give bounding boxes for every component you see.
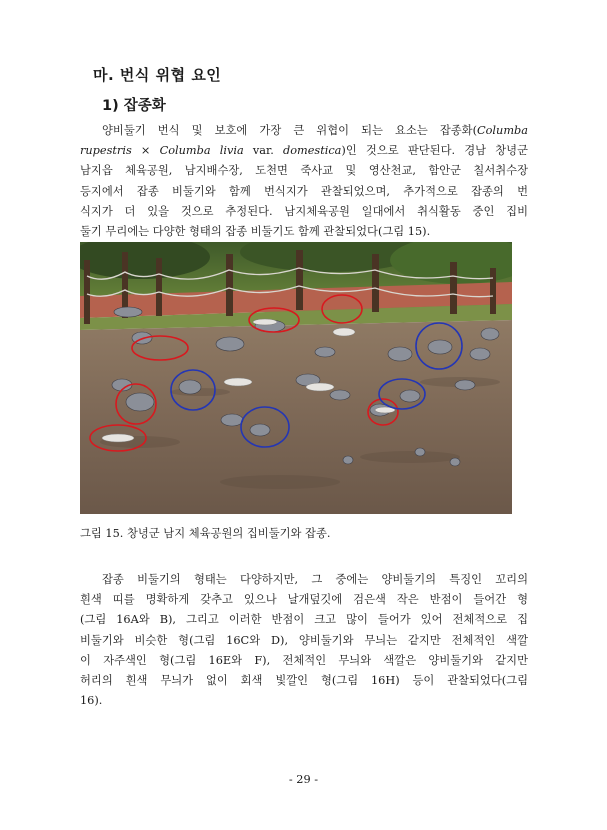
page-number: - 29 - — [288, 773, 319, 786]
paragraph-line: 식지가 더 있을 것으로 추정된다. 남지체육공원 일대에서 취식활동 중인 집비 — [80, 204, 528, 218]
paragraph-hybrid-morphology — [80, 570, 528, 711]
paragraph-line: 허리의 흰색 무늬가 없이 회색 빛깔인 형(그림 16H) 등이 관찰되었다(그림 — [80, 674, 528, 688]
figure-caption: 그림 15. 창녕군 남지 체육공원의 집비둘기와 잡종. — [80, 527, 331, 540]
section-title: 마. 번식 위협 요인 — [93, 66, 222, 84]
paragraph-hybridization — [80, 121, 528, 242]
paragraph-line: (그림 16A와 B), 그리고 이러한 반점이 크고 많이 들어가 있어 전체적으로 집 — [80, 613, 528, 627]
species-name: rupestris — [80, 144, 132, 158]
species-name: Columba livia — [159, 144, 244, 158]
paragraph-line: 남지읍 체육공원, 남지배수장, 도천면 죽사교 및 영산천교, 함안군 칠서취수장 — [80, 164, 528, 178]
paragraph-line: 등지에서 잡종 비둘기와 함께 번식지가 관찰되었으며, 추가적으로 잡종의 번 — [80, 184, 528, 198]
species-name: Columba — [476, 124, 528, 137]
paragraph-line: 양비둘기 번식 및 보호에 가장 큰 위협이 되는 요소는 잡종화(Columba — [102, 124, 528, 137]
subsection-title: 1) 잡종화 — [102, 98, 166, 114]
paragraph-line: rupestris × Columba livia var. domestica)인 것으로 판단된다. 경남 창녕군 — [80, 144, 528, 158]
paragraph-line: 16). — [80, 694, 103, 708]
paragraph-line: 둘기 무리에는 다양한 형태의 잡종 비둘기도 함께 관찰되었다(그림 15). — [80, 225, 431, 239]
paragraph-line: 잡종 비둘기의 형태는 다양하지만, 그 중에는 양비둘기의 특징인 꼬리의 — [102, 573, 528, 586]
paragraph-line: 흰색 띠를 명확하게 갖추고 있으나 날개덮깃에 검은색 작은 반점이 들어간 형 — [80, 593, 528, 607]
variety-name: domestica — [282, 144, 342, 158]
paragraph-line: 이 자주색인 형(그림 16E와 F), 전체적인 무늬와 색깔은 양비둘기와 같지만 — [80, 653, 528, 667]
paragraph-line: 비둘기와 비슷한 형(그림 16C와 D), 양비둘기와 무늬는 같지만 전체적인 색깔 — [80, 633, 528, 647]
pigeon-flock-photo — [80, 242, 512, 514]
